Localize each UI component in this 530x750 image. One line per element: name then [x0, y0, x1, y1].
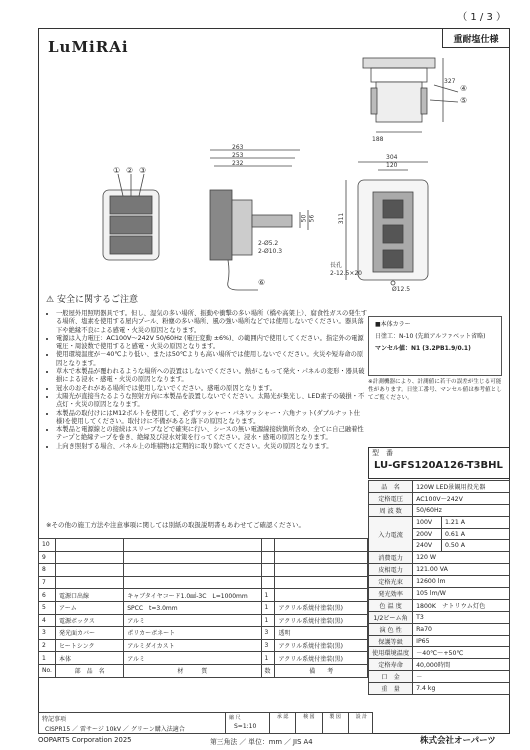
dim-side-253: 253 [232, 152, 244, 159]
spec-value: 1800K ナトリウム灯色 [413, 599, 510, 611]
row-no: 1 [39, 652, 56, 665]
table-row [39, 601, 368, 614]
color-note: ※計測機器により、計測値に若干の誤差が生じる可能性があります。日塗工番号、マンセル値は参考値としてご覧ください。 [368, 379, 502, 401]
spec-label: 消費電力 [369, 552, 413, 564]
scale-value: S=1:10 [234, 723, 257, 730]
input-current: 1.21 A [441, 516, 509, 528]
part-note: アクリル系焼付塗装(黒) [275, 601, 368, 614]
part-note: 透明 [275, 627, 368, 640]
row-no: 8 [39, 564, 56, 577]
model-label: 型 番 [372, 449, 393, 457]
stamp-design: 設 計 [355, 714, 368, 720]
part-note: アクリル系焼付塗装(黒) [275, 652, 368, 665]
part-note: アクリル系焼付塗装(黒) [275, 639, 368, 652]
spec-value: T3 [413, 611, 510, 623]
spec-row [369, 552, 510, 564]
input-voltage: 100V [413, 516, 442, 528]
safety-item: • 使用環境温度が－40℃より低い、または50℃よりも高い場所では使用しないでください。火災や短寿命の原因となります。 [56, 351, 368, 368]
spec-label: 発光効率 [369, 588, 413, 600]
special-text: CISPR15 ／ 雷サージ 10kV ／ グリーン購入法適合 [45, 726, 185, 733]
row-no: 7 [39, 576, 56, 589]
safety-item: • 電源は入力電圧：AC100V～242V 50/60Hz (電圧変動 ±6%)、の範囲内で使用してください。指定外の電源電圧・周波数で使用すると感電・火災の原因となります。 [56, 335, 368, 352]
dim-side-50: 50 [300, 214, 308, 223]
safety-title-text: 安全に関するご注意 [56, 295, 138, 305]
hole-label-2: 2-Ø10.3 [258, 248, 283, 255]
safety-item: • 太陽光が直接当たるような照射方向に本製品を設置しないでください。太陽光が集光し、LED素子の破損・不点灯・火災の原因となります。 [56, 393, 368, 410]
row-no: 10 [39, 539, 56, 552]
spec-row [369, 671, 510, 683]
spec-row [369, 635, 510, 647]
spec-value: －40℃～+50℃ [413, 647, 510, 659]
color-title: ■本体カラー [375, 321, 411, 328]
dim-side-56: 56 [308, 214, 316, 223]
table-row [39, 627, 368, 640]
part-material: キャブタイヤコード1.0㎟-3C L=1000mm [124, 589, 261, 602]
model-name: LU-GFS120A126-T3BHL [374, 460, 503, 471]
spec-table [368, 480, 510, 695]
copyright: OOPARTS Corporation 2025 [38, 736, 132, 744]
part-name: ヒートシンク [55, 639, 123, 652]
spec-label: 1/2ビーム角 [369, 611, 413, 623]
dim-front-311: 311 [338, 212, 346, 225]
part-note [275, 589, 368, 602]
callout-5: ⑤ [460, 96, 468, 105]
table-row [39, 564, 368, 577]
footnote: ※その他の施工方法や注意事項に関しては別紙の取扱説明書もあわせてご確認ください。 [46, 521, 305, 529]
spec-label: 口 金 [369, 671, 413, 683]
header-name: 部 品 名 [55, 664, 123, 677]
color-munsell: マンセル値：N1 (3.2PB1.9/0.1) [375, 345, 471, 352]
spec-label: 定格寿命 [369, 659, 413, 671]
row-no: 5 [39, 601, 56, 614]
spec-label: 演 色 性 [369, 623, 413, 635]
part-material: SPCC t=3.0mm [124, 601, 261, 614]
part-note: アクリル系焼付塗装(黒) [275, 614, 368, 627]
spec-row [369, 481, 510, 493]
hole-diameter: Ø12.5 [392, 286, 411, 293]
table-row [39, 614, 368, 627]
spec-row [369, 683, 510, 695]
part-qty: 1 [261, 589, 275, 602]
table-row [39, 589, 368, 602]
brand-logo: LuMiRAi [48, 38, 129, 56]
spec-label: 色 温 度 [369, 599, 413, 611]
safety-list [46, 310, 368, 451]
spec-row [369, 576, 510, 588]
header-material: 材 質 [124, 664, 261, 677]
row-no: 2 [39, 639, 56, 652]
spec-value: 12600 lm [413, 576, 510, 588]
spec-row [369, 564, 510, 576]
spec-value: 50/60Hz [413, 504, 510, 516]
input-voltage: 200V [413, 528, 442, 540]
spec-label: 定格光束 [369, 576, 413, 588]
spec-label: 使用環境温度 [369, 647, 413, 659]
spec-value: AC100V～242V [413, 492, 510, 504]
dim-top-height: 327 [444, 78, 456, 85]
dim-front-304: 304 [386, 154, 398, 161]
part-qty: 1 [261, 601, 275, 614]
projection-info: 第三角法 ／ 単位：mm ／ JIS A4 [210, 738, 313, 746]
spec-value: 120 W [413, 552, 510, 564]
side-view-drawing [210, 150, 308, 290]
spec-row [369, 659, 510, 671]
input-current-label: 入力電流 [369, 516, 413, 552]
part-material: アルミダイカスト [124, 639, 261, 652]
dim-side-263: 263 [232, 144, 244, 151]
input-current: 0.61 A [441, 528, 509, 540]
slot-label: 長孔 2-12.5×20 [330, 262, 363, 277]
document-title: 重耐塩仕様 [442, 28, 510, 48]
dim-front-120: 120 [386, 162, 398, 169]
part-name: 電源口出線 [55, 589, 123, 602]
dim-top-width: 188 [372, 136, 384, 143]
color-jis: 日塗工：N-10 (先頭アルファベット省略) [375, 333, 486, 340]
table-row [39, 551, 368, 564]
safety-item: • 一般屋外用照明器具です。但し、湿気の多い場所、振動や衝撃の多い場所（橋や高架上）、腐食性ガスの発生する場所、塩素を使用する屋内プール、粉塵の多い場所、風の強い場所などでは使用しないでください。器具落下や絶縁不良による感電・火災の原因となります。 [56, 310, 368, 335]
safety-item: • 上向き照射する場合、パネル上の堆積物は定期的に取り除いてください。火災の原因となります。 [56, 443, 368, 451]
spec-label: 品 名 [369, 481, 413, 493]
scale-label: 縮 尺 [229, 715, 241, 721]
parts-table [38, 538, 368, 678]
product-drawings [38, 50, 510, 295]
spec-value: 7.4 kg [413, 683, 510, 695]
spec-value: 121.00 VA [413, 564, 510, 576]
spec-row [369, 516, 510, 528]
safety-item: • 本製品の取付けにはM12ボルトを使用して、必ずワッシャー・バネワッシャー・六角ナット(ダブルナット仕様)を使用してください。取付けに不備があると落下の原因となります。 [56, 410, 368, 427]
spec-value: IP65 [413, 635, 510, 647]
part-material: アルミ [124, 614, 261, 627]
spec-value: Ra70 [413, 623, 510, 635]
callout-4: ④ [460, 84, 468, 93]
table-row [39, 539, 368, 552]
page-number: （ 1 / 3 ） [457, 12, 506, 23]
spec-row [369, 611, 510, 623]
table-header-row [39, 664, 368, 677]
front-view-left [103, 174, 159, 260]
part-qty: 3 [261, 627, 275, 640]
spec-label: 皮相電力 [369, 564, 413, 576]
safety-item: • 本製品と電源線との接続はスリーブなどで確実に行い、シースの無い電源線接続箇所含め、全てに自己融着性テープと絶縁テープを巻き、絶縁及び浸水対策を行ってください。浸水・感電の原因となります。 [56, 426, 368, 443]
spec-value: 40,000時間 [413, 659, 510, 671]
hole-label-1: 2-Ø5.2 [258, 240, 279, 247]
row-no: 4 [39, 614, 56, 627]
callout-6: ⑥ [258, 278, 266, 287]
stamp-approve: 承 認 [270, 713, 296, 733]
part-name: アーム [55, 601, 123, 614]
spec-row [369, 599, 510, 611]
spec-row [369, 623, 510, 635]
safety-title [46, 292, 138, 305]
body-color-box [368, 316, 502, 376]
spec-value: 120W LED景観用投光器 [413, 481, 510, 493]
spec-label: 定格電圧 [369, 492, 413, 504]
table-row [39, 639, 368, 652]
warning-icon: ⚠ [46, 295, 55, 305]
spec-row [369, 647, 510, 659]
safety-item: • 草木で本製品が覆われるような場所への設置はしないでください。熱がこもって発火・パネルの変形・器具破損による浸水・感電・火災の原因となります。 [56, 368, 368, 385]
spec-label: 周 波 数 [369, 504, 413, 516]
row-no: 9 [39, 551, 56, 564]
callout-3: ③ [139, 166, 147, 175]
header-no: No. [39, 664, 56, 677]
part-qty: 1 [261, 652, 275, 665]
header-note: 備 考 [275, 664, 368, 677]
special-label: 特記事項 [42, 716, 67, 723]
spec-row [369, 504, 510, 516]
input-voltage: 240V [413, 540, 442, 552]
spec-value: 105 lm/W [413, 588, 510, 600]
header-qty: 数 [261, 664, 275, 677]
part-name: 発光面カバー [55, 627, 123, 640]
special-notes [38, 712, 373, 734]
part-qty: 1 [261, 614, 275, 627]
safety-item: • 冠水のおそれがある場所では使用しないでください。感電の原因となります。 [56, 385, 368, 393]
input-current: 0.50 A [441, 540, 509, 552]
stamp-check: 検 図 [296, 713, 322, 733]
callout-2: ② [126, 166, 134, 175]
dim-side-232: 232 [232, 160, 244, 167]
row-no: 3 [39, 627, 56, 640]
spec-value: － [413, 671, 510, 683]
table-row [39, 652, 368, 665]
spec-row [369, 588, 510, 600]
row-no: 6 [39, 589, 56, 602]
top-view-drawing [363, 58, 458, 132]
part-material: ポリカーボネート [124, 627, 261, 640]
company-name: 株式会社オーパーツ [420, 736, 496, 746]
part-material: アルミ [124, 652, 261, 665]
part-name: 電源ボックス [55, 614, 123, 627]
spec-row [369, 492, 510, 504]
callout-1: ① [113, 166, 121, 175]
part-qty: 3 [261, 639, 275, 652]
stamp-draw: 製 図 [323, 713, 349, 733]
spec-label: 保護等級 [369, 635, 413, 647]
table-row [39, 576, 368, 589]
spec-label: 重 量 [369, 683, 413, 695]
part-name: 本体 [55, 652, 123, 665]
